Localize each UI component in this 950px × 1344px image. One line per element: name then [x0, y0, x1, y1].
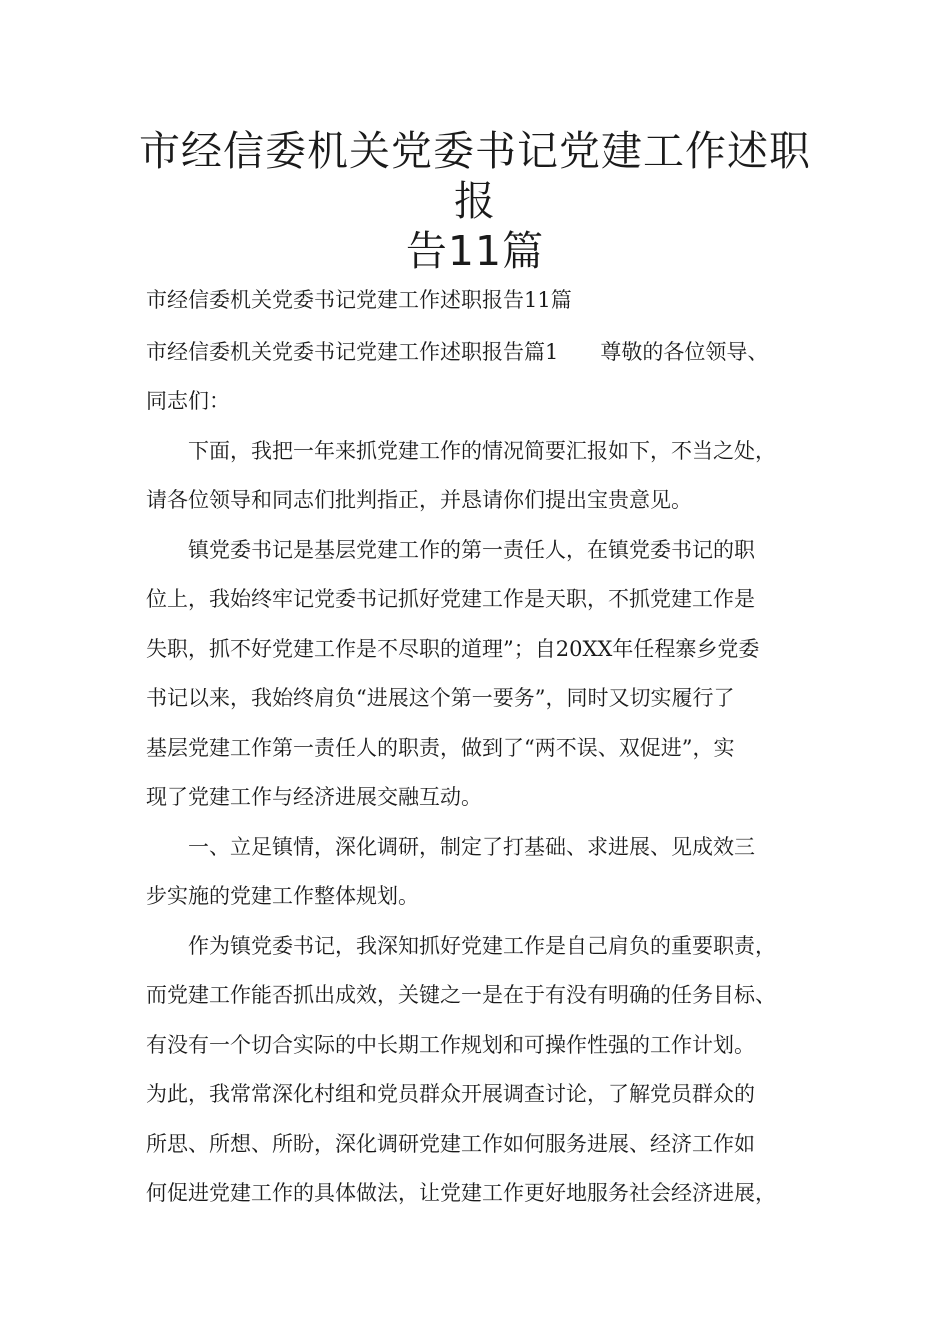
text-line: 何促进党建工作的具体做法，让党建工作更好地服务社会经济进展，: [146, 1181, 776, 1205]
text-line: 所思、所想、所盼，深化调研党建工作如何服务进展、经济工作如: [146, 1132, 755, 1156]
text-line: 作为镇党委书记，我深知抓好党建工作是自己肩负的重要职责，: [146, 934, 776, 958]
text-line: 步实施的党建工作整体规划。: [146, 884, 419, 908]
document-title: [130, 126, 820, 276]
text-line: 下面，我把一年来抓党建工作的情况简要汇报如下，不当之处，: [146, 439, 776, 463]
text-line: 为此，我常常深化村组和党员群众开展调查讨论，了解党员群众的: [146, 1082, 755, 1106]
text-line: 同志们：: [146, 389, 230, 413]
text-line: 基层党建工作第一责任人的职责，做到了“两不误、双促进”，实: [146, 736, 735, 760]
text-line: 有没有一个切合实际的中长期工作规划和可操作性强的工作计划。: [146, 1033, 755, 1057]
text-line: 现了党建工作与经济进展交融互动。: [146, 785, 482, 809]
text-line: 请各位领导和同志们批判指正，并恳请你们提出宝贵意见。: [146, 488, 692, 512]
title-line-2: 告11篇: [405, 227, 545, 275]
text-line: 失职，抓不好党建工作是不尽职的道理”；自20XX年任程寨乡党委: [146, 637, 760, 661]
text-line: 而党建工作能否抓出成效，关键之一是在于有没有明确的任务目标、: [146, 983, 776, 1007]
text-line: 市经信委机关党委书记党建工作述职报告篇1 尊敬的各位领导、: [146, 340, 769, 364]
text-line: 位上，我始终牢记党委书记抓好党建工作是天职，不抓党建工作是: [146, 587, 755, 611]
text-line: 镇党委书记是基层党建工作的第一责任人，在镇党委书记的职: [146, 538, 755, 562]
text-line: 市经信委机关党委书记党建工作述职报告11篇: [146, 288, 572, 312]
text-line: 书记以来，我始终肩负“进展这个第一要务”，同时又切实履行了: [146, 686, 735, 710]
title-line-1: 市经信委机关党委书记党建工作述职报: [139, 127, 811, 225]
text-line: 一、立足镇情，深化调研，制定了打基础、求进展、见成效三: [146, 835, 755, 859]
